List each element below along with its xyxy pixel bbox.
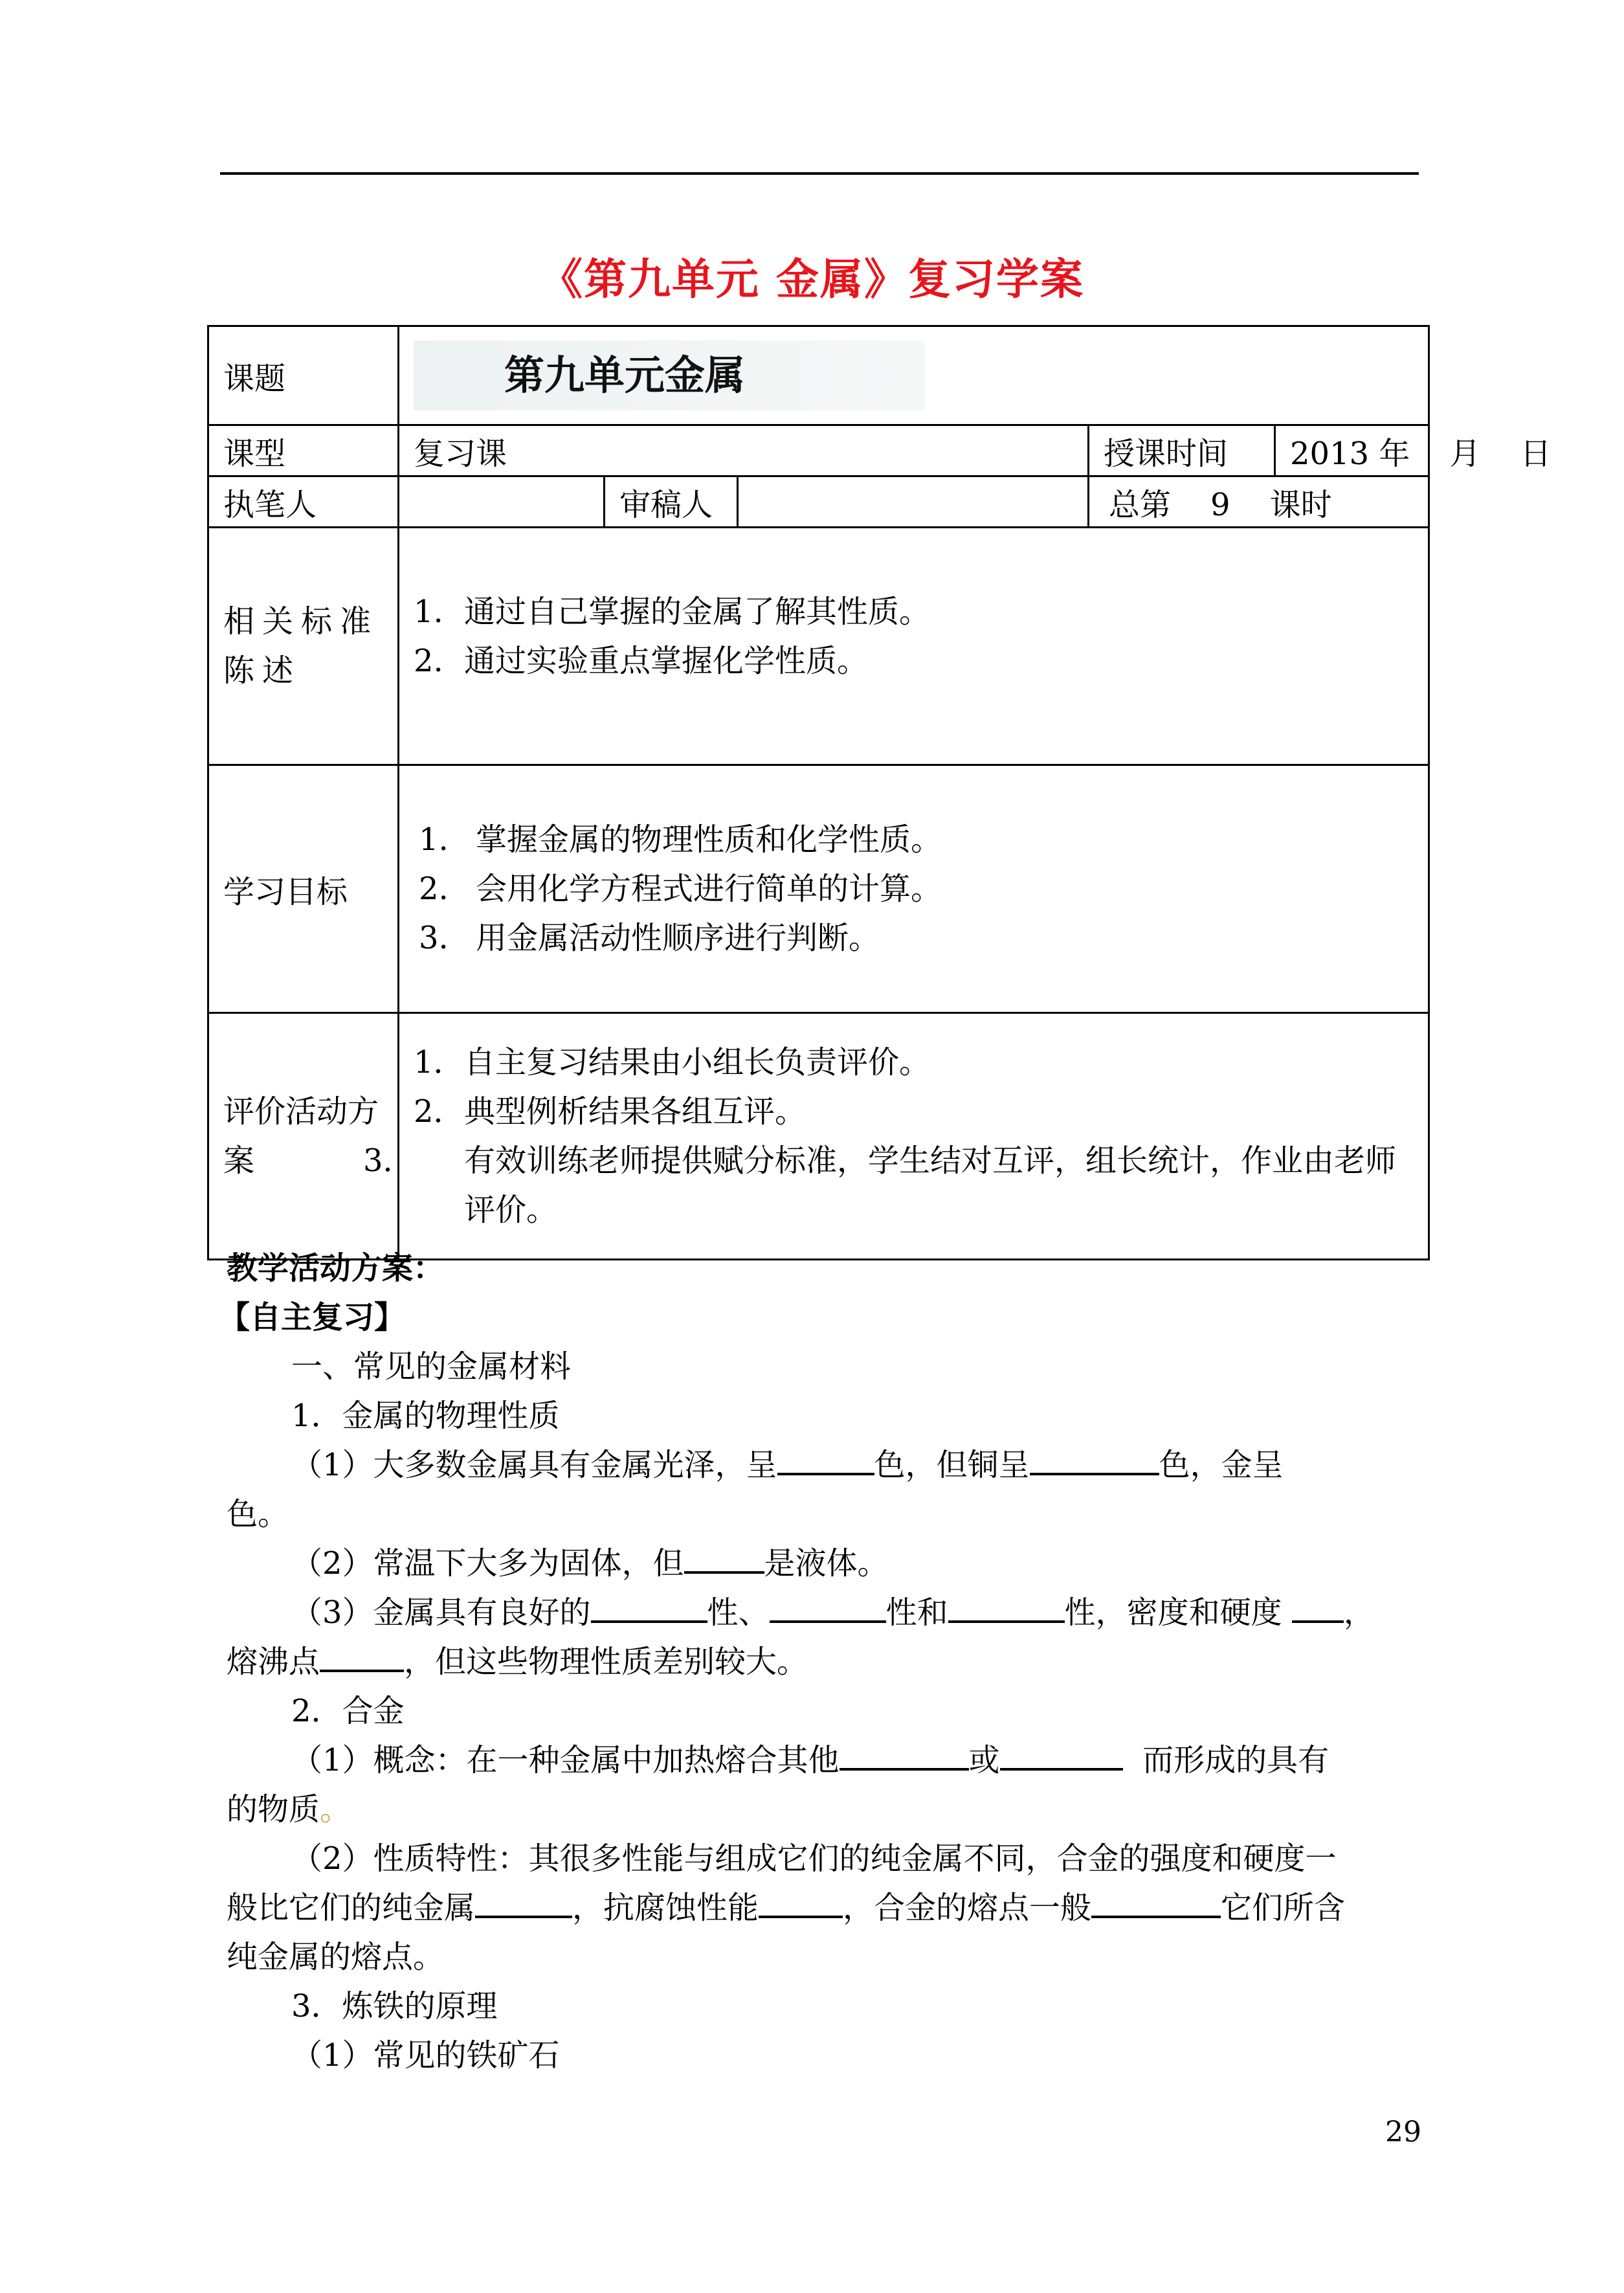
activity-heading: 教学活动方案： — [227, 1250, 445, 1286]
topic-cell — [399, 326, 1429, 425]
header-rule — [220, 172, 1419, 175]
eval-list — [363, 1038, 1414, 1235]
eval-item: 1．自主复习结果由小组长负责评价。 — [414, 1044, 931, 1080]
item-heading: 1．金属的物理性质 — [291, 1398, 560, 1434]
fill-blank[interactable] — [759, 1886, 843, 1918]
fill-blank[interactable] — [320, 1640, 404, 1672]
reviewer-label: 审稿人 — [605, 476, 738, 528]
document-title: 《第九单元 金属》复习学案 — [540, 254, 1084, 304]
fill-blank[interactable] — [684, 1541, 764, 1574]
self-review-heading: 【自主复习】 — [219, 1299, 406, 1336]
paragraph-line: （1）概念：在一种金属中加热熔合其他 或 而形成的具有 — [291, 1735, 1329, 1780]
eval-cell — [363, 1013, 1429, 1260]
paragraph-line: 色。 — [227, 1496, 289, 1532]
fill-blank[interactable] — [1091, 1886, 1221, 1918]
fill-blank[interactable] — [475, 1886, 572, 1918]
time-value: 2013 年 月 日 — [1275, 425, 1429, 476]
paragraph-line: 般比它们的纯金属 ，抗腐蚀性能 ，合金的熔点一般 它们所含 — [227, 1883, 1345, 1927]
reviewer-value — [738, 476, 1089, 528]
item-heading: 3．炼铁的原理 — [291, 1988, 498, 2024]
item-heading: 2．合金 — [291, 1693, 405, 1729]
paragraph-line: （2）常温下大多为固体，但 是液体。 — [291, 1538, 889, 1583]
paragraph-line: 熔沸点 ，但这些物理性质差别较大。 — [227, 1637, 808, 1681]
eval-label: 评价活动方案 — [208, 1013, 399, 1260]
fill-blank[interactable] — [840, 1738, 969, 1771]
eval-item: 3． 有效训练老师提供赋分标准，学生结对互评，组长统计，作业由老师评价。 — [363, 1143, 1397, 1228]
standards-label: 相关标准陈述 — [208, 528, 399, 765]
period-value: 总第 9 课时 — [1089, 476, 1429, 528]
type-value: 复习课 — [399, 425, 1089, 476]
fill-blank[interactable] — [770, 1591, 886, 1623]
paragraph-line: （3）金属具有良好的 性、 性和 性，密度和硬度 ， — [291, 1587, 1375, 1632]
standard-item: 1. 通过自己掌握的金属了解其性质。 — [414, 594, 931, 630]
goal-item: 1. 掌握金属的物理性质和化学性质。 — [419, 822, 942, 858]
fill-blank[interactable] — [1030, 1443, 1159, 1475]
goal-item: 2. 会用化学方程式进行简单的计算。 — [419, 871, 942, 907]
section-heading: 一、常见的金属材料 — [291, 1348, 572, 1385]
paragraph-line: （2）性质特性：其很多性能与组成它们的纯金属不同，合金的强度和硬度一 — [291, 1840, 1337, 1877]
standards-cell — [399, 528, 1429, 765]
lesson-info-table — [207, 325, 1552, 1260]
fill-blank[interactable] — [1000, 1738, 1123, 1771]
fill-blank[interactable] — [1292, 1591, 1344, 1623]
time-label: 授课时间 — [1089, 425, 1275, 476]
topic-label: 课题 — [208, 326, 399, 425]
type-label: 课型 — [208, 425, 399, 476]
paragraph-line: （1）大多数金属具有金属光泽，呈 色，但铜呈 色，金呈 — [291, 1440, 1284, 1484]
eval-item: 2．典型例析结果各组互评。 — [414, 1093, 806, 1130]
writer-label: 执笔人 — [208, 476, 399, 528]
writer-value — [399, 476, 605, 528]
fill-blank[interactable] — [777, 1443, 874, 1475]
page-number: 29 — [1385, 2116, 1421, 2149]
paragraph-line: 纯金属的熔点。 — [227, 1939, 445, 1975]
paragraph-line: （1）常见的铁矿石 — [291, 2037, 560, 2074]
goal-item: 3. 用金属活动性顺序进行判断。 — [419, 920, 880, 956]
paragraph-line: 的物质。 — [227, 1791, 351, 1828]
fill-blank[interactable] — [591, 1591, 707, 1623]
fill-blank[interactable] — [948, 1591, 1065, 1623]
topic-value: 第九单元金属 — [414, 341, 925, 410]
goals-list — [419, 815, 1414, 963]
standard-item: 2. 通过实验重点掌握化学性质。 — [414, 643, 869, 679]
goals-cell — [399, 765, 1429, 1013]
standards-list — [414, 587, 1414, 686]
goals-label: 学习目标 — [208, 765, 399, 1013]
